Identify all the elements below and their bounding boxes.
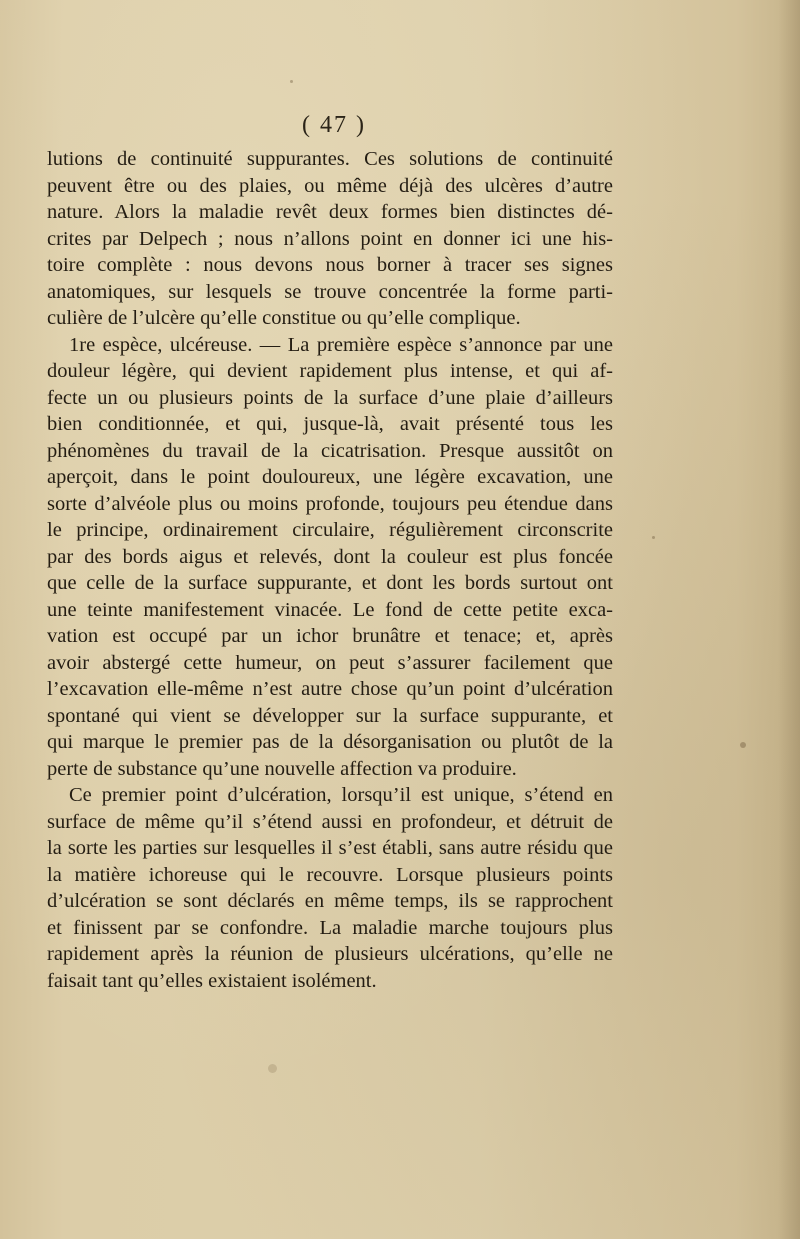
page-edge-shadow: [778, 0, 800, 1239]
text-line: nature. Alors la maladie revêt deux formes bien distinctes dé-: [47, 201, 613, 223]
text-line: d’ulcération se sont déclarés en même temps, ils se rapprochent: [47, 890, 613, 912]
text-line: toire complète : nous devons nous borner à tracer ses signes: [47, 254, 613, 276]
body-text: [47, 146, 613, 994]
paper-speck: [268, 1064, 277, 1073]
text-line: la sorte les parties sur lesquelles il s’est établi, sans autre résidu que: [47, 837, 613, 859]
paper-speck: [740, 742, 746, 748]
text-line: surface de même qu’il s’étend aussi en profondeur, et détruit de: [47, 810, 613, 833]
text-line: une teinte manifestement vinacée. Le fond de cette petite exca-: [47, 598, 613, 621]
text-line: le principe, ordinairement circulaire, régulièrement circonscrite: [47, 519, 613, 541]
text-line: rapidement après la réunion de plusieurs ulcérations, qu’elle ne: [47, 943, 613, 965]
text-line: vation est occupé par un ichor brunâtre et tenace; et, après: [47, 625, 613, 647]
text-line: culière de l’ulcère qu’elle constitue ou qu’elle complique.: [47, 307, 521, 329]
text-line: par des bords aigus et relevés, dont la couleur est plus foncée: [47, 545, 613, 568]
text-line: phénomènes du travail de la cicatrisation. Presque aussitôt on: [47, 439, 613, 462]
text-line: l’excavation elle-même n’est autre chose qu’un point d’ulcération: [47, 678, 613, 700]
text-line: fecte un ou plusieurs points de la surface d’une plaie d’ailleurs: [47, 386, 613, 409]
text-line: perte de substance qu’une nouvelle affection va produire.: [47, 757, 517, 780]
paper-speck: [652, 536, 655, 539]
text-line: la matière ichoreuse qui le recouvre. Lorsque plusieurs points: [47, 863, 613, 886]
text-line: lutions de continuité suppurantes. Ces solutions de continuité: [47, 148, 613, 170]
text-line: anatomiques, sur lesquels se trouve concentrée la forme parti-: [47, 280, 613, 303]
text-line: que celle de la surface suppurante, et dont les bords surtout ont: [47, 572, 613, 594]
text-line: peuvent être ou des plaies, ou même déjà des ulcères d’autre: [47, 174, 613, 197]
text-line: qui marque le premier pas de la désorganisation ou plutôt de la: [47, 731, 613, 753]
text-line: 1re espèce, ulcéreuse. — La première espèce s’annonce par une: [69, 333, 613, 356]
text-line: faisait tant qu’elles existaient isolément.: [47, 969, 377, 992]
text-line: sorte d’alvéole plus ou moins profonde, toujours peu étendue dans: [47, 492, 613, 515]
text-line: spontané qui vient se développer sur la surface suppurante, et: [47, 704, 613, 727]
text-line: Ce premier point d’ulcération, lorsqu’il est unique, s’étend en: [69, 784, 613, 806]
text-line: crites par Delpech ; nous n’allons point en donner ici une his-: [47, 227, 613, 250]
paper-speck: [290, 80, 293, 83]
text-line: bien conditionnée, et qui, jusque-là, avait présenté tous les: [47, 413, 613, 435]
text-line: aperçoit, dans le point douloureux, une légère excavation, une: [47, 466, 613, 488]
text-line: avoir abstergé cette humeur, on peut s’assurer facilement que: [47, 651, 613, 674]
page-number: ( 47 ): [302, 112, 366, 138]
text-line: douleur légère, qui devient rapidement plus intense, et qui af-: [47, 360, 613, 382]
text-line: et finissent par se confondre. La maladie marche toujours plus: [47, 916, 613, 939]
